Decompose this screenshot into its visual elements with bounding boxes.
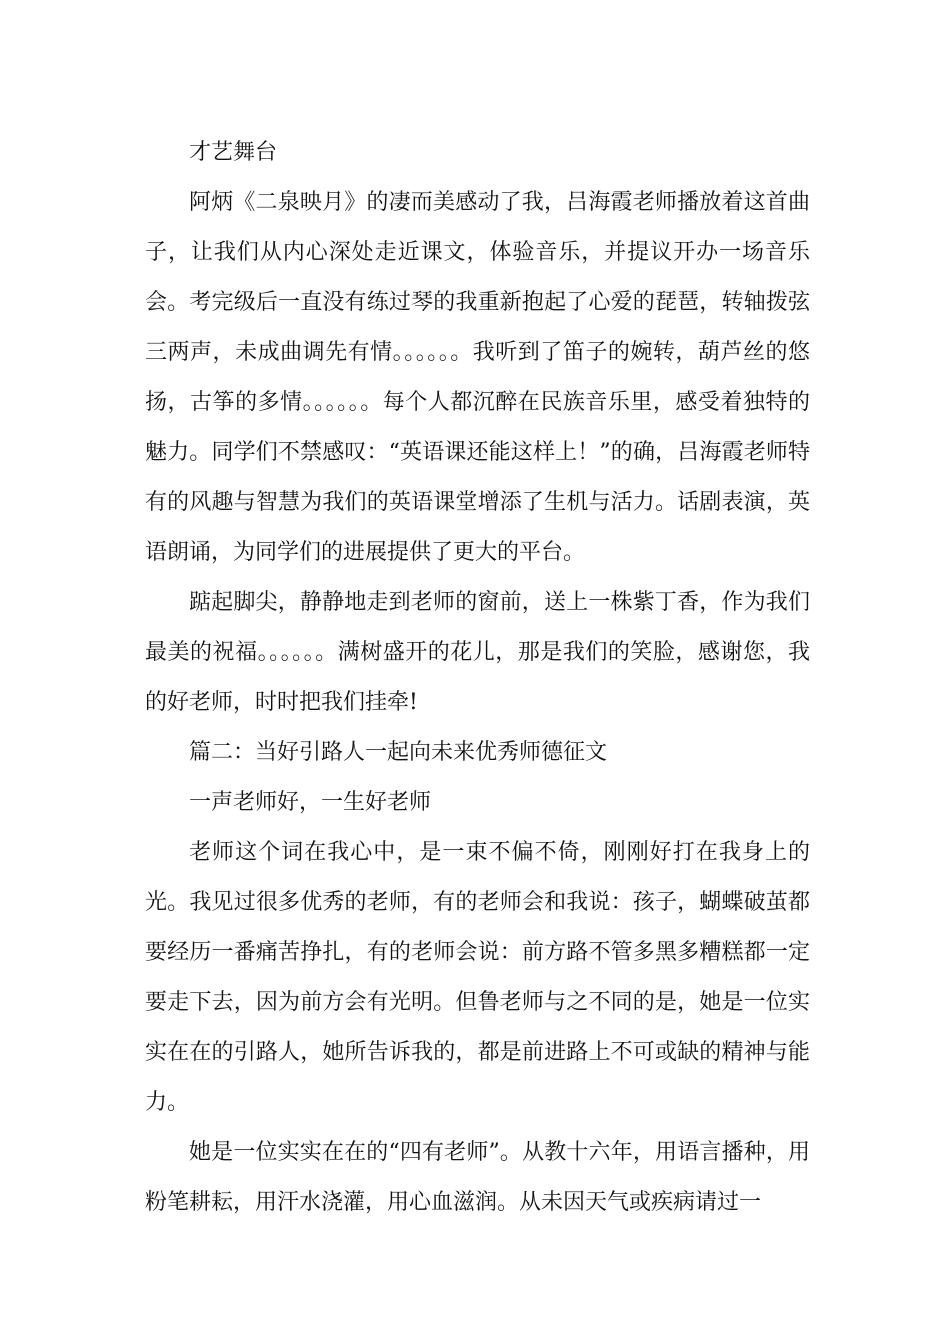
- paragraph-four-have-teacher: 她是一位实实在在的“四有老师”。从教十六年，用语言播种，用粉笔耕耘，用汗水浇灌，用心血滋润。从未因天气或疾病请过一: [145, 1140, 810, 1215]
- document-body: [145, 128, 810, 1228]
- paragraph-lilac-blessing: 踮起脚尖，静静地走到老师的窗前，送上一株紫丁香，作为我们最美的祝福。。。。。。满树盛开的花儿，那是我们的笑脸，感谢您，我的好老师，时时把我们挂牵!: [145, 590, 810, 715]
- paragraph-teacher-light: 老师这个词在我心中，是一束不偏不倚，刚刚好打在我身上的光。我见过很多优秀的老师，有的老师会和我说：孩子，蝴蝶破茧都要经历一番痛苦挣扎，有的老师会说：前方路不管多黑多糟糕都一定要走下去，因为前方会有光明。但鲁老师与之不同的是，她是一位实实在在的引路人，她所告诉我的，都是前进路上不可或缺的精神与能力。: [145, 840, 810, 1115]
- article-two-title: 篇二：当好引路人一起向未来优秀师德征文: [189, 740, 608, 765]
- section-title-talent-stage: 才艺舞台: [189, 140, 278, 165]
- paragraph-erquan-yingyue: 阿炳《二泉映月》的凄而美感动了我，吕海霞老师播放着这首曲子，让我们从内心深处走近课文，体验音乐，并提议开办一场音乐会。考完级后一直没有练过琴的我重新抱起了心爱的琵琶，转轴拨弦三两声，未成曲调先有情。。。。。。我听到了笛子的婉转，葫芦丝的悠扬，古筝的多情。。。。。。每个人都沉醉在民族音乐里，感受着独特的魅力。同学们不禁感叹：“英语课还能这样上！”的确，吕海霞老师特有的风趣与智慧为我们的英语课堂增添了生机与活力。话剧表演，英语朗诵，为同学们的进展提供了更大的平台。: [145, 190, 810, 565]
- article-two-subtitle: 一声老师好，一生好老师: [189, 790, 432, 815]
